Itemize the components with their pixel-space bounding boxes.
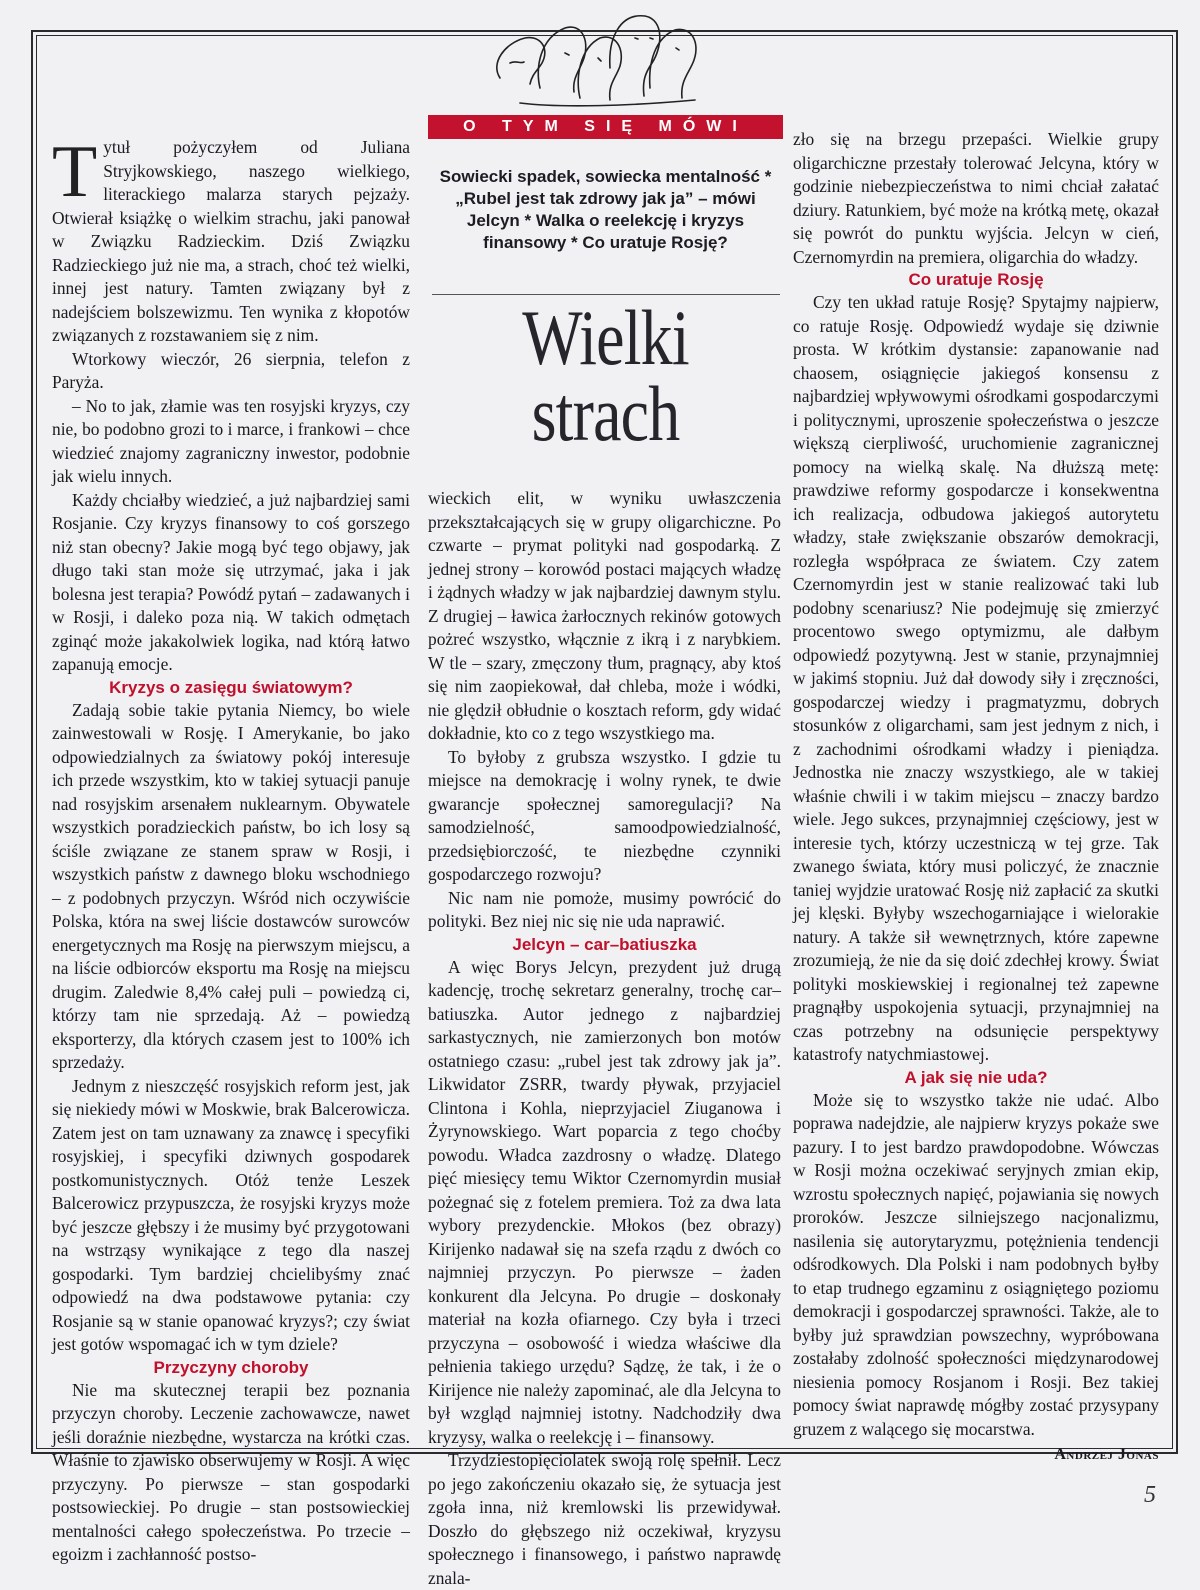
paragraph: Wtorkowy wieczór, 26 sierpnia, telefon z Paryża. [52,348,410,392]
title-line-2: strach [531,370,680,457]
paragraph: Może się to wszystko także nie udać. Albo poprawa nadejdzie, ale najpierw kryzys pokaże swe pazury. I to jest bardzo prawdopodobne. Wówczas w Rosji można oczekiwać seryjnych zmian ekip, wzrostu społecznych napięć, pojawiania się nowych proroków. Jeszcze silniejszego nacjonalizmu, nasilenia się autorytaryzmu, potężnienia tendencji odśrodkowych. Dla Polski i nam podobnych byłby to etap trudnego egzaminu z osiągniętego poziomu demokracji i gospodarczej sprawności. Także, ale to byłby już sprawdzian powszechny, wypróbowana zostałaby zdolność społeczności międzynarodowej niesienia pomocy Rosjanom i Rosji. Bez takiej pomocy świat naprawdę mógłby zostać przysypany gruzem z walącego się mocarstwa. [793,1089,1159,1439]
column-2 [428,487,781,1590]
paragraph: wieckich elit, w wyniku uwłaszczenia przekształcających się w grupy oligarchiczne. Po czwarte – prymat polityki nad gospodarką. Z jednej strony – korowód postaci mających władzę i żądnych władzy w jak najbardziej dawnym stylu. Z drugiej – ławica żarłocznych rekinów gotowych pożreć wszystko, włącznie z ikrą i z narybkiem. W tle – szary, zmęczony tłum, pragnący, aby ktoś się nim zaopiekował, dał chleba, może i wódki, nie ględził obłudnie o kosztach reform, gdy widać dokładnie, kto co z tego wszystkiego ma. [428,488,781,743]
faces-sketch-icon [480,8,720,114]
paragraph: Nic nam nie pomoże, musimy powrócić do polityki. Bez niej nic się nie uda naprawić. [428,887,781,931]
subheading: Przyczyny choroby [153,1357,309,1377]
title-line-1: Wielki [522,294,689,381]
paragraph: ytuł pożyczyłem od Juliana Stryjkowskiego, naszego wielkiego, literackiego malarza starych pejzaży. Otwierał książkę o wielkim strachu, jaki panował w Związku Radzieckim. Dziś Związku Radzieckiego już nie ma, a strach, choć też wielki, innej jest natury. Tamten związany był z nadejściem bolszewizmu. Ten wynika z kłopotów związanych z rozstawaniem się z nim. [52,137,410,345]
paragraph: Czy ten układ ratuje Rosję? Spytajmy najpierw, co ratuje Rosję. Odpowiedź wydaje się dziwnie prosta. W krótkim dystansie: zapanowanie nad chaosem, osiągnięcie jakiegoś konsensu z najbardziej wpływowymi ośrodkami gospodarczymi i politycznymi, uproszenie społeczeństwa o jeszcze większą cierpliwość, uruchomienie zagranicznej pomocy na wielką skalę. Na dłuższą metę: prawdziwe reformy gospodarcze i konsekwentna ich realizacja, odbudowa jakiegoś autorytetu władzy, stałe zwiększanie obszarów demokracji, rozległa współpraca ze światem. Czy zatem Czernomyrdin jest w stanie realizować taki lub podobny scenariusz? Nie podejmuję się zmierzyć procentowo swego optymizmu, ale dałbym odpowiedź pozytywną. Jest w stanie, przynajmniej w jakimś stopniu. Już dał dowody siły i zręczności, gospodarczej wiedzy i pragmatyzmu, dobrych stosunków z oligarchami, sam jest jednym z nich, i z zachodnimi ośrodkami władzy i pieniądza. Jednostka nie znaczy wszystkiego, ale w takiej właśnie chwili i w takim miejscu – znaczy bardzo wiele. Jego sukces, przynajmniej częściowy, jest w interesie tych, którzy uczestniczą w tej grze. Tak zwanego świata, który musi policzyć, że znacznie taniej wyjdzie uratować Rosję niż zapłacić za skutki jej klęski. Byłyby wszechogarniające i wielorakie natury. A także sił wewnętrznych, które zapewne zrozumieją, że nie da się doić zdechłej krowy. Świat polityki moskiewskiej i regionalnej też zapewne pragnąłby uspokojenia sytuacji, przynajmniej na czas potrzebny na odsunięcie perspektywy katastrofy natychmiastowej. [793,292,1159,1064]
drop-cap: T [52,131,98,213]
subheading: Jelcyn – car–batiuszka [512,934,697,954]
paragraph: To byłoby z grubsza wszystko. I gdzie tu miejsce na demokrację i wolny rynek, te dwie gwarancje społecznej samoregulacji? Na samodzielność, samoodpowiedzialność, przedsiębiorczość, te niezbędne czynniki gospodarczego rozwoju? [428,746,781,884]
page-number: 5 [1144,1482,1156,1508]
article-title [460,294,751,457]
column-1 [52,131,410,1567]
author-signature: Andrzej Jonas [1054,1446,1159,1463]
subheading: A jak się nie uda? [904,1067,1048,1087]
paragraph: Każdy chciałby wiedzieć, a już najbardziej sami Rosjanie. Czy kryzys finansowy to coś gorszego niż stan obecny? Jakie mogą być tego objawy, jak długo taki stan może się utrzymać, jaka i jak bolesna jest terapia? Powódź pytań – zadawanych i w Rosji, i daleko poza nią. W takich odmętach zginąć może jakakolwiek logika, nad którą łatwo zapanują emocje. [52,489,410,674]
column-3 [793,128,1159,1467]
paragraph: Jednym z nieszczęść rosyjskich reform jest, jak się niekiedy mówi w Moskwie, brak Balcerowicza. Zatem jest on tam uznawany za znawcę i specyfiki rosyjskiej, i specyfiki dziwnych gospodarek postkomunistycznych. Otóż tenże Leszek Balcerowicz przypuszcza, że rosyjski kryzys może być jeszcze głębszy i że musimy być przygotowani na wstrząsy wynikające z tego dla naszej gospodarki. Tym bardziej chcielibyśmy znać odpowiedź na dwa podstawowe pytania: czy Rosjanie są w stanie opanować kryzys?; czy świat jest gotów wspomagać ich w tym dziele? [52,1075,410,1354]
subheading: Kryzys o zasięgu światowym? [109,677,353,697]
paragraph: Trzydziestopięciolatek swoją rolę spełnił. Lecz po jego zakończeniu okazało się, że sytuacja jest zgoła inna, niż kremlowski lis przewidywał. Doszło do głębszego niż oczekiwał, kryzysu społecznego i finansowego, i państwo naprawdę znala- [428,1450,781,1588]
paragraph: A więc Borys Jelcyn, prezydent już drugą kadencję, trochę sekretarz generalny, trochę car–batiuszka. Autor jednego z najbardziej sarkastycznych, nie zamierzonych bon motów ostatniego czasu: „rubel jest tak zdrowy jak ja”. Likwidator ZSRR, twardy pływak, przyjaciel Clintona i Kohla, nieprzyjaciel Ziuganowa i Żyrynowskiego. Wart poparcia z tego choćby powodu. Władca zazdrosny o władzę. Dlatego pięć miesięcy temu Wiktor Czernomyrdin musiał pożegnać się z fotelem premiera. Toż za dwa lata wybory prezydenckie. Młokos (bez obrazy) Kirijenko nadawał się na szefa rządu z dwóch co najmniej przyczyn. Po pierwsze – żaden konkurent dla Jelcyna. Po drugie – doskonały materiał na kozła ofiarnego. Czy była i trzeci przyczyna – osobowość i wiedza właściwe dla pełnienia takiego urzędu? Sądzę, że tak, i że o Kirijence nie należy zapominać, ale dla Jelcyna to był wzgląd najmniej istotny. Nadchodziły dwa kryzysy, walka o reelekcję i – finansowy. [428,956,781,1447]
paragraph: Nie ma skutecznej terapii bez poznania przyczyn choroby. Leczenie zachowawcze, nawet jeśli doraźnie niezbędne, wystarcza na krótki czas. Właśnie to zjawisko obserwujemy w Rosji. A więc przyczyny. Po pierwsze – stan gospodarki postsowieckiej. Po drugie – stan postsowieckiej mentalności całego społeczeństwa. Po trzecie – egoizm i zachłanność postso- [52,1379,410,1564]
section-rubric: O TYM SIĘ MÓWI [428,115,783,139]
subheading: Co uratuje Rosję [908,270,1044,289]
article-lead: Sowiecki spadek, sowiecka mentalność * „Rubel jest tak zdrowy jak ja” – mówi Jelcyn * Walka o reelekcję i kryzys finansowy * Co uratuje Rosję? [439,167,772,252]
paragraph: – No to jak, złamie was ten rosyjski kryzys, czy nie, bo podobno grozi to i marce, i frankowi – chce wiedzieć znajomy zagraniczny inwestor, podobnie jak wielu innych. [52,395,410,486]
paragraph: Zadają sobie takie pytania Niemcy, bo wiele zainwestowali w Rosję. I Amerykanie, bo jako odpowiedzialnych za światowy pokój interesuje ich przede wszystkim, kto w takiej sytuacji panuje nad rosyjskim arsenałem nuklearnym. Obywatele wszystkich poradzieckich państw, bo ich losy są ściśle związane ze stanem spraw w Rosji, i wszystkich państw z dawnego bloku wschodniego – z podobnych przyczyn. Wśród nich oczywiście Polska, która na swej liście dostawców surowców energetycznych ma Rosję na pierwszym miejscu, a na liście odbiorców eksportu ma Rosję na miejscu drugim. Zaledwie 8,4% całej puli – powiedzą ci, którzy tam nie sprzedają. Aż – powiedzą eksporterzy, dla których czasem jest to 100% ich sprzedaży. [52,699,410,1072]
paragraph: zło się na brzegu przepaści. Wielkie grupy oligarchiczne przestały tolerować Jelcyna, który w godzinie niebezpieczeństwa to nimi chciał załatać dziury. Ratunkiem, być może na krótką metę, okazał się powrót do punktu wyjścia. Jelcyn w cień, Czernomyrdin na premiera, oligarchia do władzy. [793,129,1159,267]
